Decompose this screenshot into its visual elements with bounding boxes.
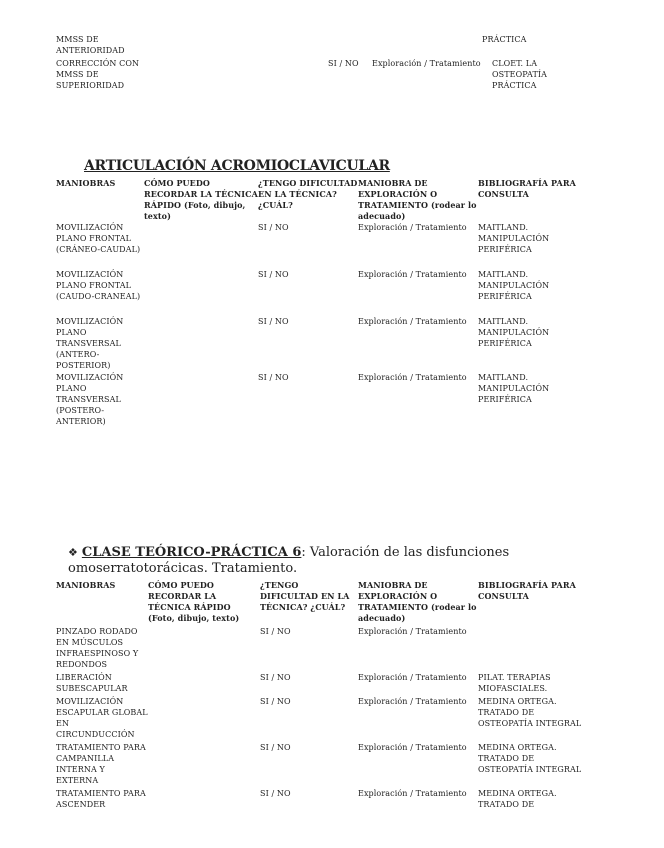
maneuvers-table-omoserratothoracic	[56, 580, 588, 812]
bibliography-cell: PILAT. TERAPIAS MIOFASCIALES.	[478, 673, 551, 693]
header-bibliography: BIBLIOGRAFÍA PARA CONSULTA	[478, 580, 576, 601]
table-row	[56, 372, 588, 428]
bibliography-cell: MAITLAND. MANIPULACIÓN PERIFÉRICA	[478, 373, 550, 404]
header-remember: CÓMO PUEDO RECORDAR LA TÉCNICA RÁPIDO (Foto, dibujo, texto)	[144, 178, 258, 221]
section-subtitle: : Valoración de las disfunciones omoserratotorácicas. Tratamiento.	[68, 545, 510, 576]
bibliography-cell: MAITLAND. MANIPULACIÓN PERIFÉRICA	[478, 223, 550, 254]
difficulty-cell[interactable]: SI / NO	[260, 627, 291, 636]
table-row	[56, 316, 588, 372]
header-exploration: MANIOBRA DE EXPLORACIÓN O TRATAMIENTO (rodear lo adecuado)	[358, 178, 477, 221]
difficulty-cell[interactable]: SI / NO	[258, 270, 289, 279]
table-row	[56, 696, 588, 742]
bibliography-cell: MEDINA ORTEGA. TRATADO DE	[478, 789, 557, 809]
table-header-row	[56, 178, 588, 222]
difficulty-cell[interactable]: SI / NO	[260, 743, 291, 752]
difficulty-cell[interactable]: SI / NO	[260, 697, 291, 706]
difficulty-cell[interactable]: SI / NO	[260, 789, 291, 798]
difficulty-cell[interactable]: SI / NO	[258, 317, 289, 326]
bibliography-cell: MAITLAND. MANIPULACIÓN PERIFÉRICA	[478, 317, 550, 348]
header-exploration: MANIOBRA DE EXPLORACIÓN O TRATAMIENTO (rodear lo adecuado)	[358, 580, 477, 623]
diamond-bullet-icon: ❖	[68, 546, 78, 559]
table-row	[56, 222, 588, 269]
maneuver-cell: TRATAMIENTO PARA CAMPANILLA INTERNA Y EXTERNA	[56, 743, 146, 785]
section-heading	[68, 545, 628, 577]
table-row	[56, 672, 588, 696]
difficulty-cell[interactable]: SI / NO	[258, 373, 289, 382]
maneuver-cell: MOVILIZACIÓN ESCAPULAR GLOBAL EN CIRCUNDUCCIÓN	[56, 697, 148, 739]
maneuver-cell: MOVILIZACIÓN PLANO TRANSVERSAL (POSTERO-ANTERIOR)	[56, 373, 124, 426]
top-continuation-table	[56, 34, 592, 91]
table-row	[56, 788, 588, 812]
table-row	[56, 58, 592, 91]
section-title: CLASE TEÓRICO-PRÁCTICA 6	[81, 545, 302, 560]
exploration-cell[interactable]: Exploración / Tratamiento	[358, 373, 467, 382]
exploration-cell[interactable]: Exploración / Tratamiento	[358, 697, 467, 706]
exploration-cell[interactable]: Exploración / Tratamiento	[358, 627, 467, 636]
bibliography-cell: MEDINA ORTEGA. TRATADO DE OSTEOPATÍA INTEGRAL	[478, 697, 582, 728]
header-remember: CÓMO PUEDO RECORDAR LA TÉCNICA RÁPIDO (Foto, dibujo, texto)	[148, 580, 240, 623]
maneuver-cell: CORRECCIÓN CON MMSS DE SUPERIORIDAD	[56, 59, 140, 90]
table-row	[56, 34, 592, 58]
exploration-cell[interactable]: Exploración / Tratamiento	[372, 59, 481, 68]
maneuver-cell: MOVILIZACIÓN PLANO FRONTAL (CRÁNEO-CAUDAL)	[56, 223, 141, 254]
header-bibliography: BIBLIOGRAFÍA PARA CONSULTA	[478, 178, 576, 199]
bibliography-cell: CLOET. LA OSTEOPATÍA PRÁCTICA	[492, 59, 548, 90]
bibliography-cell: MAITLAND. MANIPULACIÓN PERIFÉRICA	[478, 270, 550, 301]
maneuver-cell: MMSS DE ANTERIORIDAD	[56, 35, 125, 55]
maneuvers-table-acromioclavicular	[56, 178, 588, 428]
exploration-cell[interactable]: Exploración / Tratamiento	[358, 270, 467, 279]
exploration-cell[interactable]: Exploración / Tratamiento	[358, 673, 467, 682]
header-maneuvers: MANIOBRAS	[56, 178, 116, 188]
maneuver-cell: MOVILIZACIÓN PLANO FRONTAL (CAUDO-CRANEAL)	[56, 270, 141, 301]
header-difficulty: ¿TENGO DIFICULTAD EN LA TÉCNICA? ¿CUÁL?	[260, 580, 350, 612]
maneuver-cell: LIBERACIÓN SUBESCAPULAR	[56, 673, 128, 693]
section-title: ARTICULACIÓN ACROMIOCLAVICULAR	[84, 158, 390, 174]
table-header-row	[56, 580, 588, 626]
header-difficulty: ¿TENGO DIFICULTAD EN LA TÉCNICA? ¿CUÁL?	[258, 178, 358, 210]
maneuver-cell: TRATAMIENTO PARA ASCENDER	[56, 789, 146, 809]
difficulty-cell[interactable]: SI / NO	[258, 223, 289, 232]
bibliography-cell	[478, 626, 588, 672]
maneuver-cell: MOVILIZACIÓN PLANO TRANSVERSAL (ANTERO-POSTERIOR)	[56, 317, 124, 370]
exploration-cell[interactable]: Exploración / Tratamiento	[358, 789, 467, 798]
bibliography-cell: MEDINA ORTEGA. TRATADO DE OSTEOPATÍA INTEGRAL	[478, 743, 582, 774]
table-row	[56, 742, 588, 788]
exploration-cell[interactable]: Exploración / Tratamiento	[358, 317, 467, 326]
bibliography-cell: PRÁCTICA	[482, 35, 527, 44]
table-row	[56, 626, 588, 672]
table-row	[56, 269, 588, 316]
exploration-cell[interactable]: Exploración / Tratamiento	[358, 743, 467, 752]
header-maneuvers: MANIOBRAS	[56, 580, 116, 590]
maneuver-cell: PINZADO RODADO EN MÚSCULOS INFRAESPINOSO Y REDONDOS	[56, 627, 139, 669]
difficulty-cell[interactable]: SI / NO	[328, 59, 359, 68]
difficulty-cell[interactable]: SI / NO	[260, 673, 291, 682]
exploration-cell[interactable]: Exploración / Tratamiento	[358, 223, 467, 232]
